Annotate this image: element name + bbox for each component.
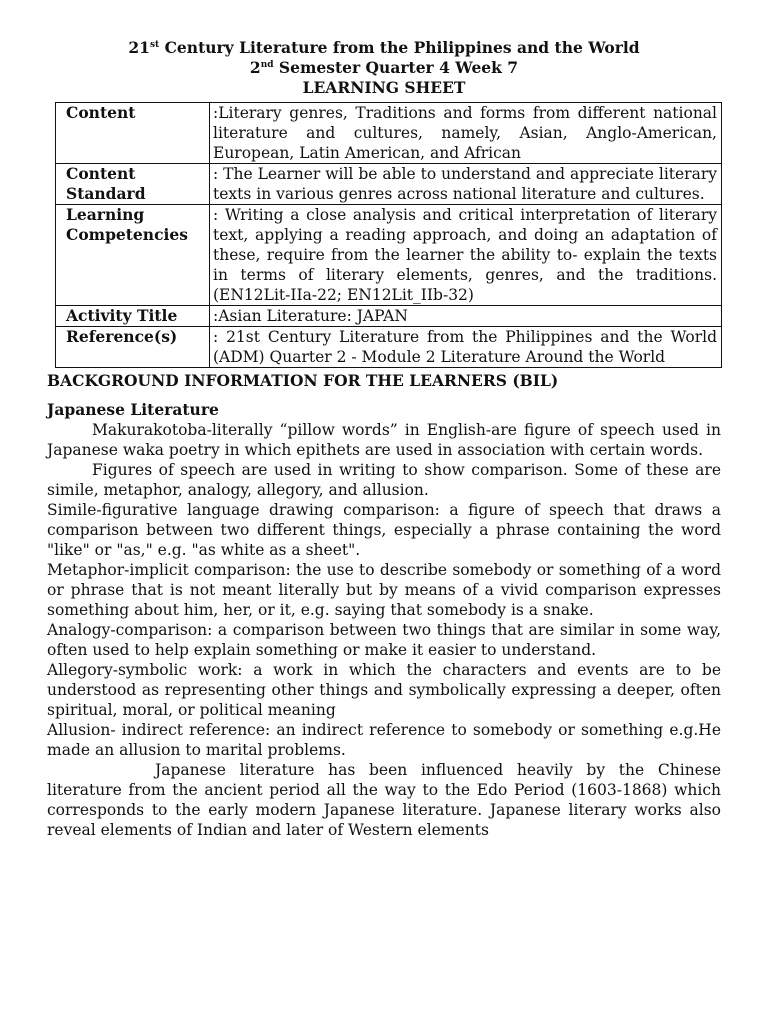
paragraph: Allegory-symbolic work: a work in which the characters and events are to be understood as representing other things and symbolically expressing a deeper, often spiritual, moral, or political meaning	[47, 661, 721, 719]
table-row	[56, 103, 722, 164]
paragraph: Makurakotoba-literally “pillow words” in English-are figure of speech used in Japanese waka poetry in which epithets are used in association with certain words.	[47, 421, 721, 459]
semester-ordinal: nd	[260, 59, 274, 70]
header-semester-line	[47, 58, 721, 78]
row-value-activity-title: :Asian Literature: JAPAN	[210, 306, 722, 327]
row-label-references: Reference(s)	[56, 327, 210, 368]
row-value-learning-competencies: : Writing a close analysis and critical interpretation of literary text, applying a reading approach, and doing an adaptation of these, require from the learner the ability to- explain the texts in terms of literary elements, genres, and the traditions. (EN12Lit-IIa-22; EN12Lit_IIb-32)	[210, 205, 722, 306]
paragraph: Japanese literature has been influenced heavily by the Chinese literature from the ancient period all the way to the Edo Period (1603-1868) which corresponds to the early modern Japanese literature. Japanese literary works also reveal elements of Indian and later of Western elements	[47, 761, 721, 839]
header-title: Century Literature from the Philippines and the World	[159, 38, 640, 57]
body-text	[47, 420, 721, 840]
header-title-line	[47, 38, 721, 58]
semester-text: Semester Quarter 4 Week 7	[273, 58, 519, 77]
sheet-title: LEARNING SHEET	[302, 78, 466, 97]
paragraph: Simile-figurative language drawing comparison: a figure of speech that draws a comparison between two different things, especially a phrase containing the word "like" or "as," e.g. "as white as a sheet".	[47, 501, 721, 559]
table-row	[56, 306, 722, 327]
paragraph: Analogy-comparison: a comparison between two things that are similar in some way, often used to help explain something or make it easier to understand.	[47, 621, 721, 659]
semester-number: 2	[249, 58, 261, 77]
learning-sheet-page	[47, 38, 721, 840]
table-row	[56, 327, 722, 368]
header-ordinal: st	[149, 39, 160, 50]
row-value-references: : 21st Century Literature from the Philippines and the World (ADM) Quarter 2 - Module 2 Literature Around the World	[210, 327, 722, 368]
table-row	[56, 205, 722, 306]
row-label-content: Content	[56, 103, 210, 164]
row-value-content-standard: : The Learner will be able to understand and appreciate literary texts in various genres across national literature and cultures.	[210, 164, 722, 205]
paragraph: Figures of speech are used in writing to show comparison. Some of these are simile, metaphor, analogy, allegory, and allusion.	[47, 461, 721, 499]
document-header	[47, 38, 721, 98]
row-value-content: :Literary genres, Traditions and forms from different national literature and cultures, namely, Asian, Anglo-American, European, Latin American, and African	[210, 103, 722, 164]
info-table	[55, 102, 722, 368]
paragraph: Allusion- indirect reference: an indirect reference to somebody or something e.g.He made an allusion to marital problems.	[47, 721, 721, 759]
row-label-learning-competencies: Learning Competencies	[56, 205, 210, 306]
row-label-content-standard: Content Standard	[56, 164, 210, 205]
subsection-title: Japanese Literature	[47, 400, 219, 419]
paragraph: Metaphor-implicit comparison: the use to describe somebody or something of a word or phrase that is not meant literally but by means of a vivid comparison expresses something about him, her, or it, e.g. saying that somebody is a snake.	[47, 561, 721, 619]
header-number: 21	[128, 38, 150, 57]
row-label-activity-title: Activity Title	[56, 306, 210, 327]
section-title: BACKGROUND INFORMATION FOR THE LEARNERS (BIL)	[47, 371, 559, 390]
table-row	[56, 164, 722, 205]
